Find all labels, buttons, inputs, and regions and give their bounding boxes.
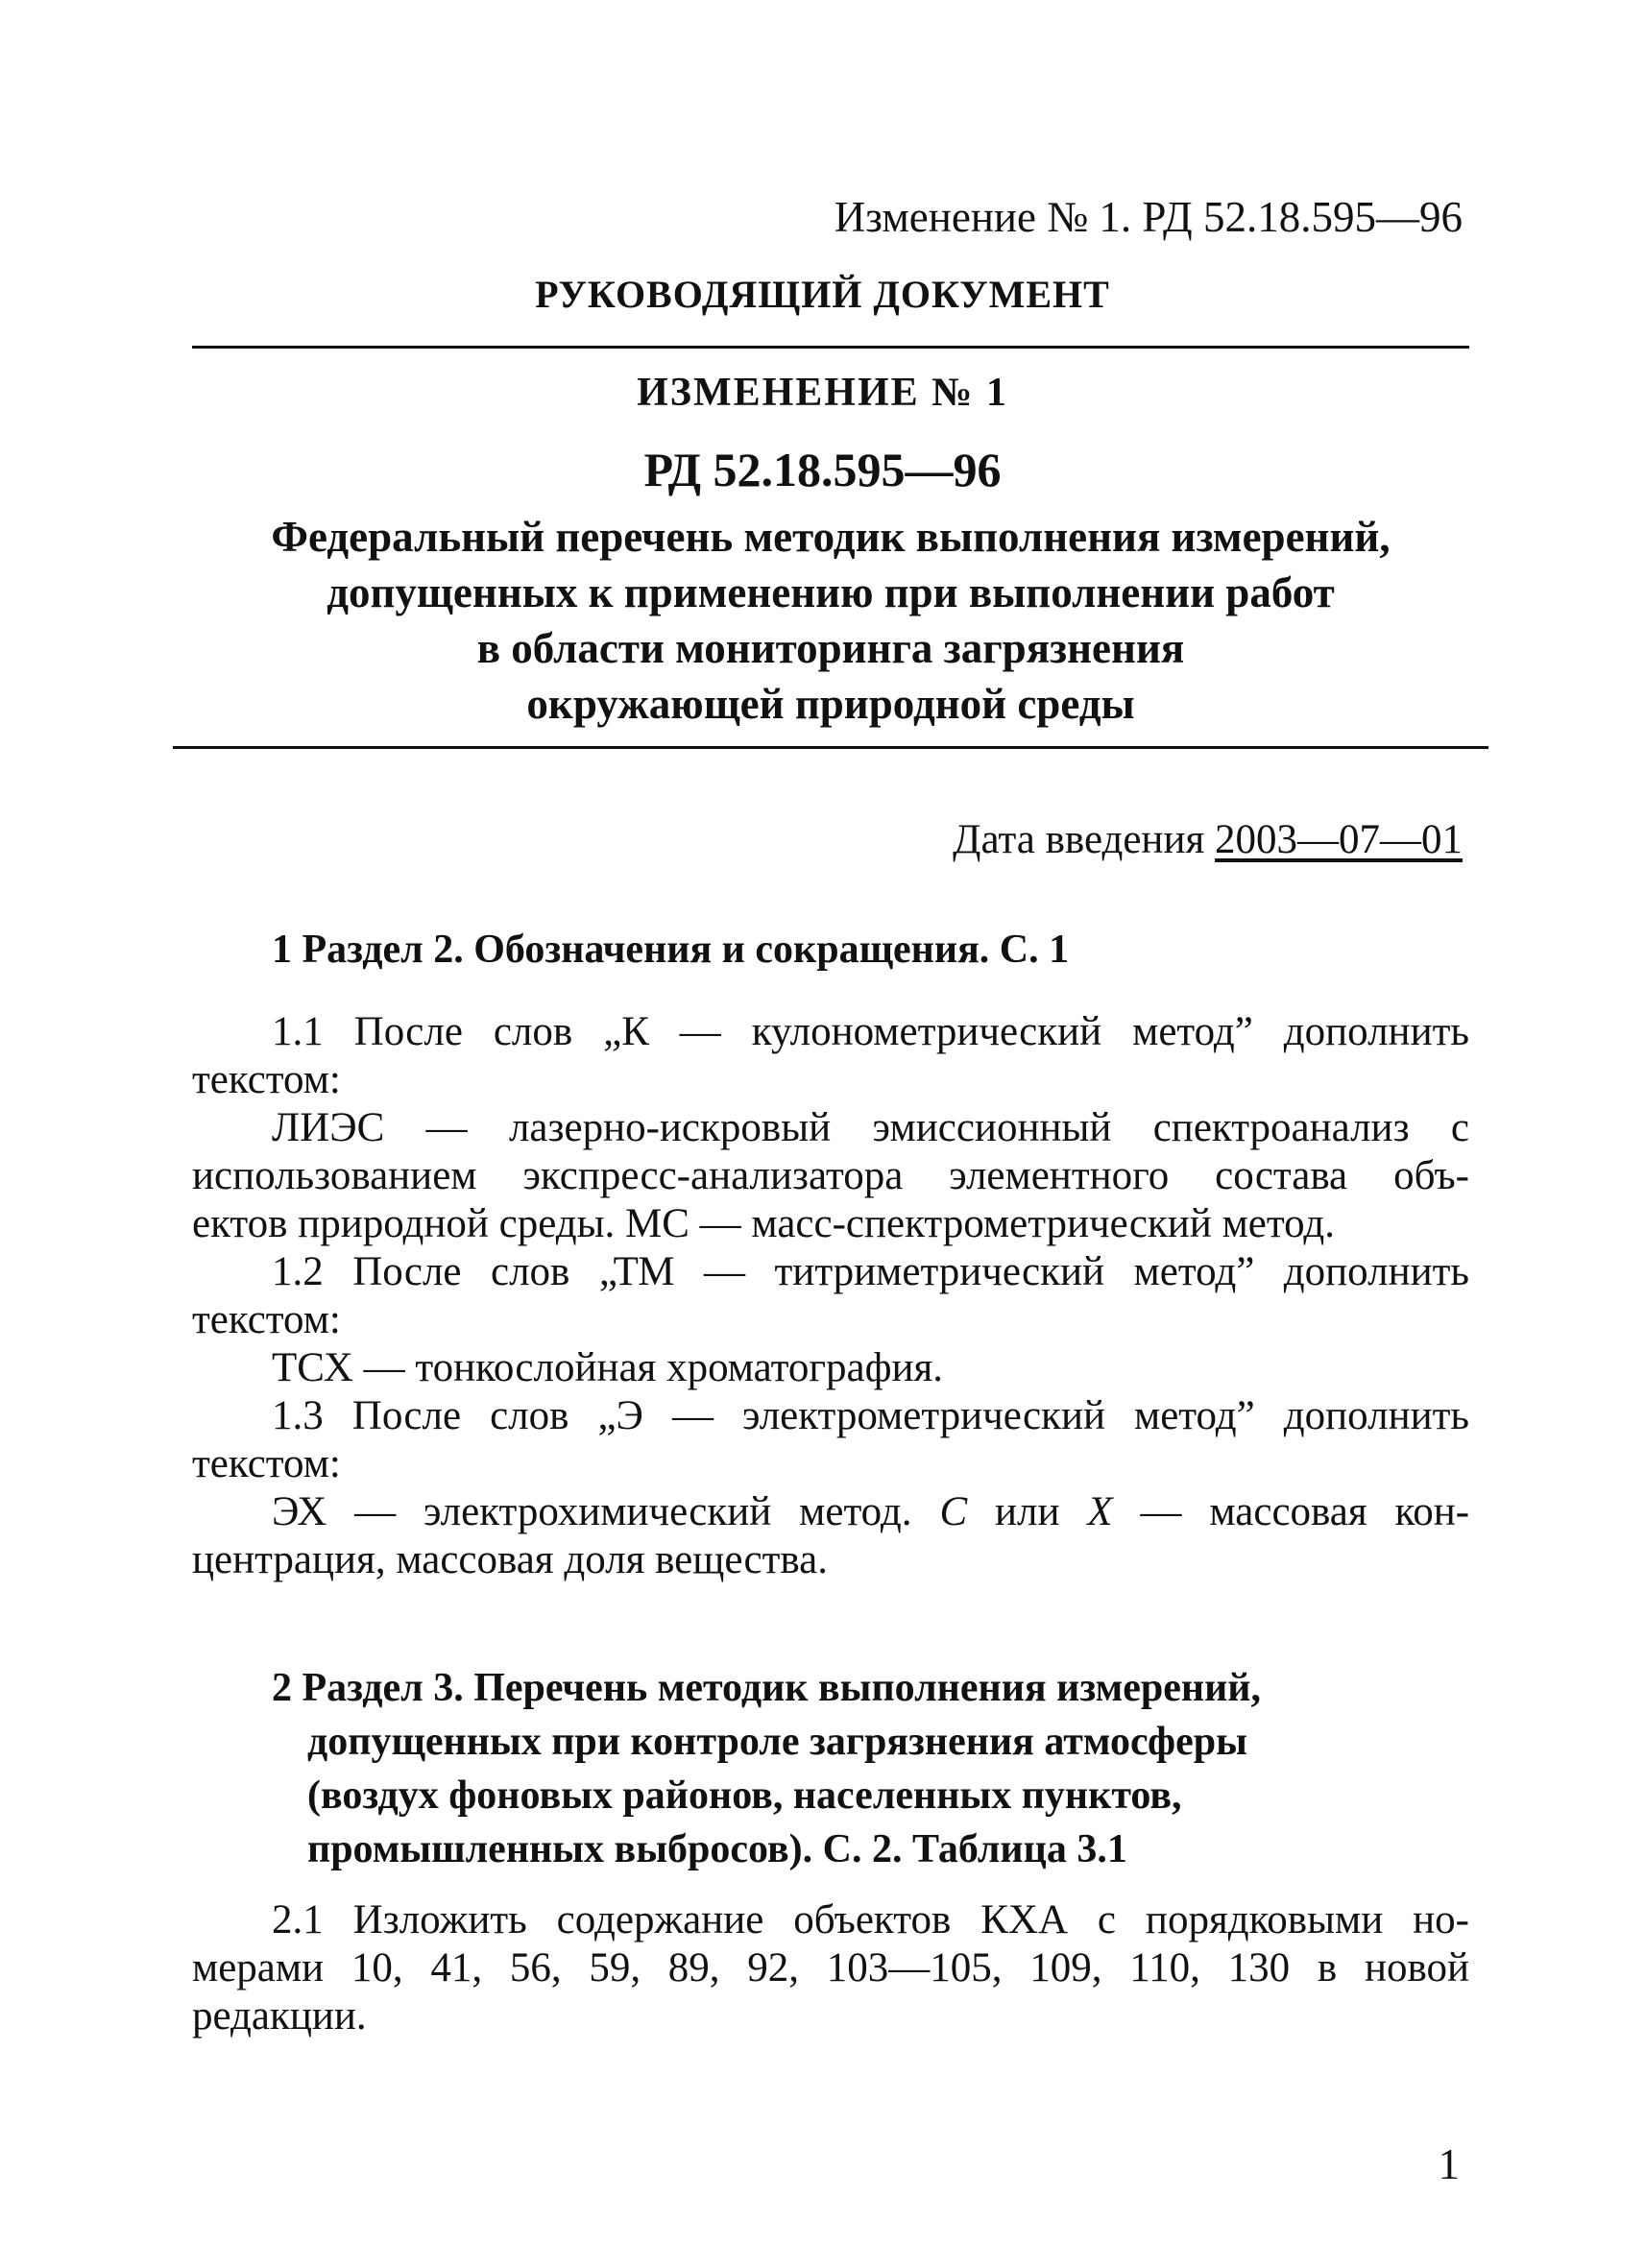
text-fragment: ЭХ — электрохимический метод. [272,1489,912,1534]
document-code: РД 52.18.595—96 [643,443,1002,496]
text-fragment: — массовая кон- [1140,1489,1470,1534]
introduction-date-label: Дата введения [953,817,1205,862]
title-line: в области мониторинга загрязнения [476,624,1185,672]
text-line: 1.3 После слов „Э — электрометрический метод” дополнить [272,1393,1469,1438]
section-1-body [192,1008,1469,1584]
page-number: 1 [1438,2140,1460,2188]
text-line: использованием экспресс-анализатора элементного состава объ- [192,1153,1469,1198]
heading-line: 2 Раздел 3. Перечень методик выполнения измерений, [272,1666,1261,1710]
change-reference-header: Изменение № 1. РД 52.18.595—96 [834,193,1463,241]
text-fragment: или [995,1489,1060,1534]
text-line: ЛИЭС — лазерно-искровый эмиссионный спектроанализ с [272,1105,1469,1150]
text-line: ТСХ — тонкослойная хроматография. [272,1345,944,1390]
section-1-heading: 1 Раздел 2. Обозначения и сокращения. С. 1 [272,928,1070,972]
text-line: текстом: [192,1057,341,1102]
document-type: РУКОВОДЯЩИЙ ДОКУМЕНТ [535,273,1110,316]
symbol-c: C [939,1489,968,1534]
text-line: редакции. [192,1993,367,2039]
heading-line: допущенных при контроле загрязнения атмосферы [307,1720,1247,1764]
text-line: текстом: [192,1297,341,1342]
introduction-date [953,816,1463,863]
text-line: мерами 10, 41, 56, 59, 89, 92, 103—105, 109, 110, 130 в новой [192,1945,1469,1991]
top-divider [192,346,1469,349]
text-line: ектов природной среды. МС — масс-спектрометрический метод. [192,1201,1335,1246]
title-line: допущенных к применению при выполнении работ [327,568,1335,616]
text-line: 1.1 После слов „К — кулонометрический метод” дополнить [272,1009,1469,1054]
section-2-body [192,1896,1469,2040]
heading-line: (воздух фоновых районов, населенных пунктов, [307,1773,1182,1818]
document-title [192,509,1469,732]
text-line: 1.2 После слов „ТМ — титриметрический метод” дополнить [272,1249,1469,1294]
title-line: окружающей природной среды [526,680,1135,728]
introduction-date-value: 2003—07—01 [1215,817,1463,862]
title-divider [173,746,1488,749]
heading-line: промышленных выбросов). С. 2. Таблица 3.1 [307,1827,1127,1871]
text-line: центрация, массовая доля вещества. [192,1537,828,1582]
title-line: Федеральный перечень методик выполнения измерений, [271,513,1391,561]
text-line: 2.1 Изложить содержание объектов КХА с порядковыми но- [272,1897,1469,1942]
symbol-x: X [1087,1489,1113,1534]
section-2-heading [272,1661,1472,1876]
change-title: ИЗМЕНЕНИЕ № 1 [637,371,1008,415]
text-line [192,1488,1469,1536]
text-line: текстом: [192,1441,341,1486]
